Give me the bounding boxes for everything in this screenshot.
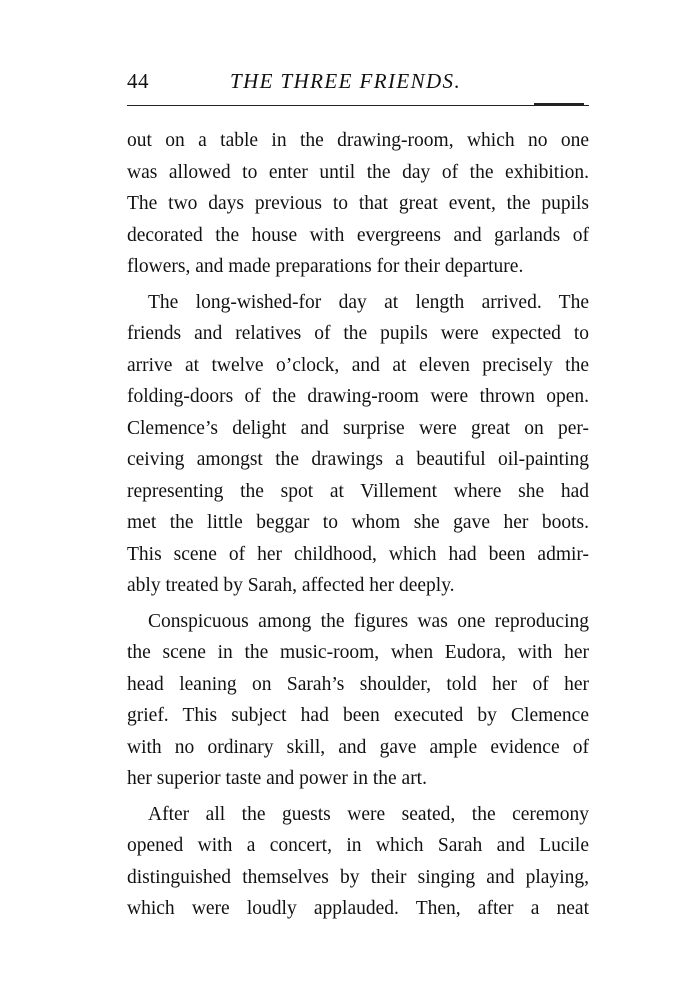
paragraph-3 [127,606,589,795]
header-rule-accent [534,103,584,105]
text-line: with no ordinary skill, and gave ample evidence of [127,736,589,758]
text-line: The long-wished-for day at length arrived. The [148,291,589,313]
text-line: ably treated by Sarah, affected her deeply. [127,575,455,596]
text-line: arrive at twelve o’clock, and at eleven precisely the [127,354,589,376]
text-line: which were loudly applauded. Then, after a neat [127,898,589,919]
body-text [127,125,589,929]
text-line: ceiving amongst the drawings a beautiful oil-painting [127,449,589,470]
header-rule [127,105,589,106]
text-line: grief. This subject had been executed by Clemence [127,705,589,726]
text-line: Clemence’s delight and surprise were great on per- [127,417,589,439]
text-line: The two days previous to that great event, the pupils [127,193,589,214]
text-line: representing the spot at Villement where she had [127,480,589,502]
text-line: opened with a concert, in which Sarah and Lucile [127,835,589,856]
text-line: head leaning on Sarah’s shoulder, told her of her [127,673,589,695]
text-line: out on a table in the drawing-room, which no one [127,130,589,151]
text-line: friends and relatives of the pupils were expected to [127,323,589,344]
running-head [127,66,589,96]
page-number: 44 [127,69,149,93]
running-title: THE THREE FRIENDS. [230,69,462,93]
text-line: This scene of her childhood, which had been admir- [127,543,589,565]
text-line: folding-doors of the drawing-room were thrown open. [127,386,589,407]
text-line: distinguished themselves by their singing and playing, [127,866,589,888]
text-line: met the little beggar to whom she gave her boots. [127,512,589,533]
text-line: Conspicuous among the figures was one reproducing [148,610,589,632]
text-line: flowers, and made preparations for their departure. [127,256,524,277]
text-line: was allowed to enter until the day of the exhibition. [127,161,589,183]
paragraph-4 [127,799,589,925]
paragraph-1 [127,125,589,283]
text-line: decorated the house with evergreens and garlands of [127,224,589,246]
text-line: her superior taste and power in the art. [127,768,427,789]
text-line: the scene in the music-room, when Eudora, with her [127,642,589,663]
text-line: After all the guests were seated, the ceremony [148,803,589,825]
paragraph-2 [127,287,589,602]
